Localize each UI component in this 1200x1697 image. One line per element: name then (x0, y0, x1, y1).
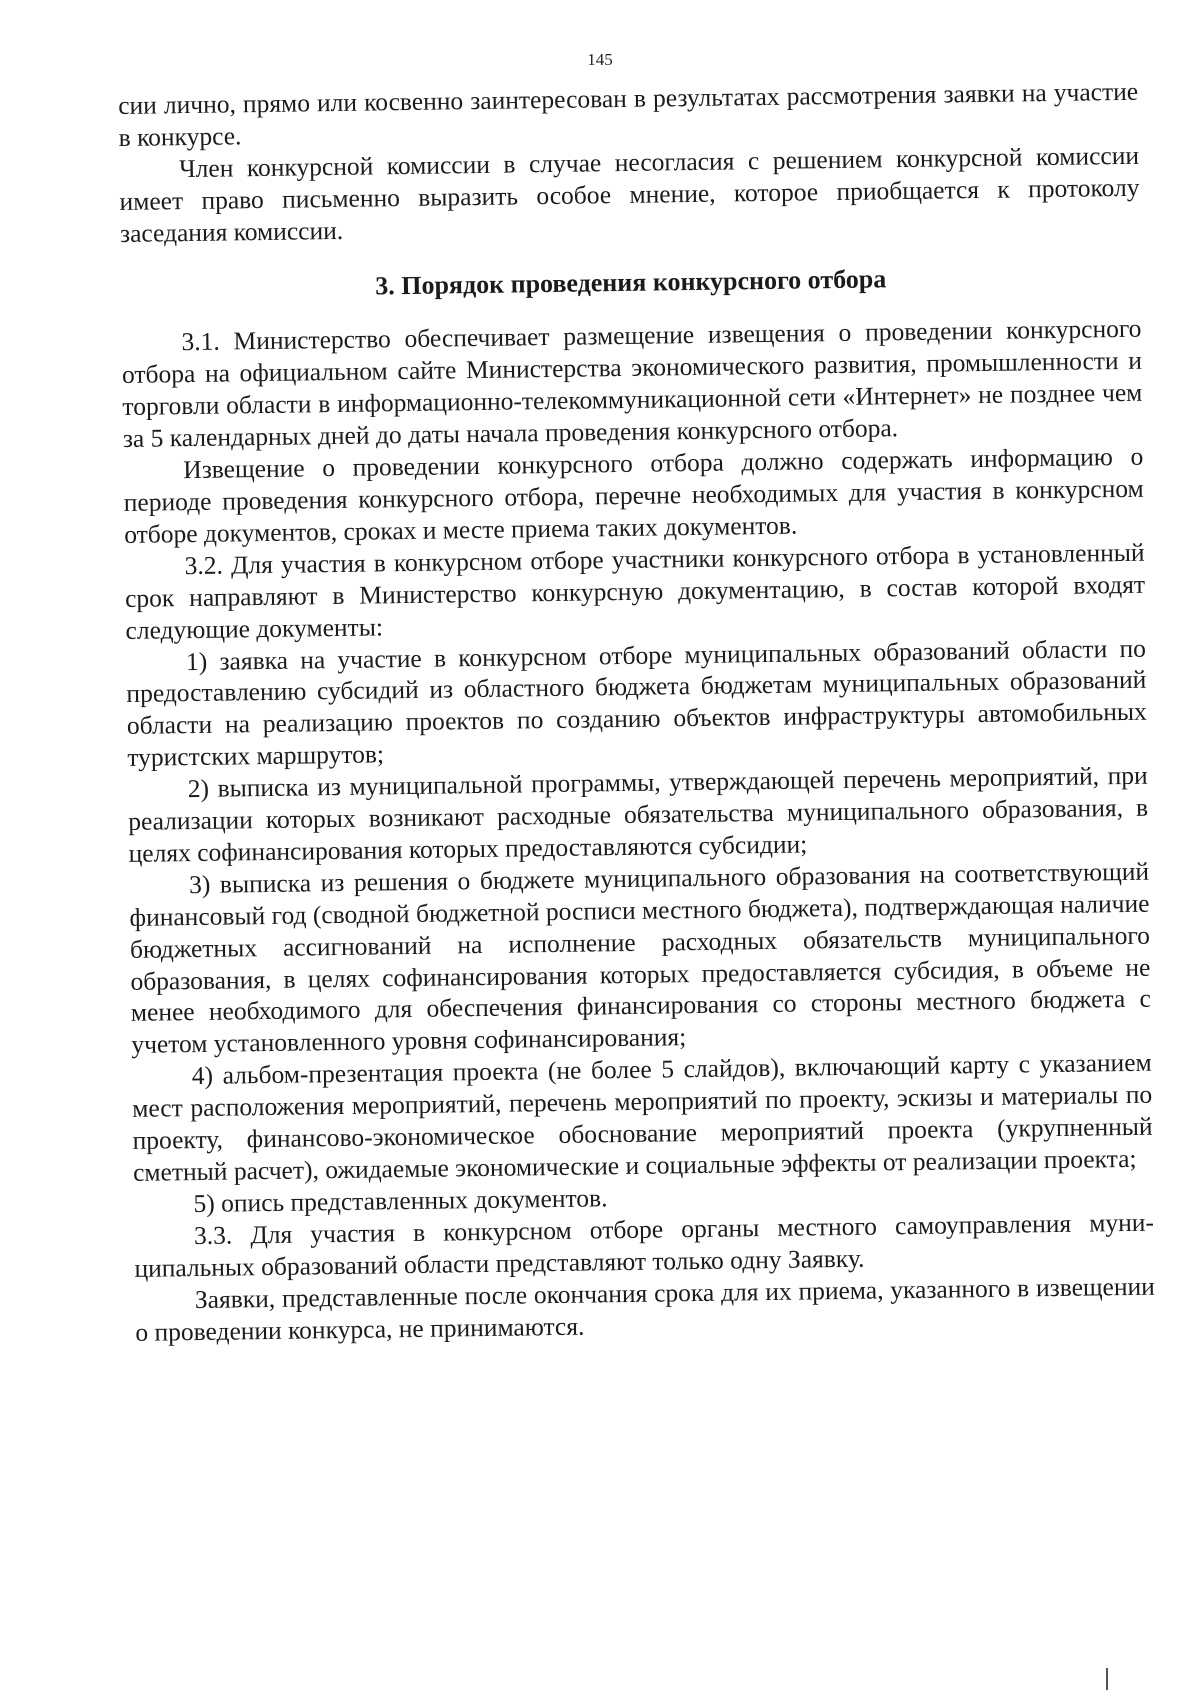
paragraph: Извещение о проведении конкурсного отбора должно содержать информацию о периоде проведения конкурсного отбора, перечне необходимых для участия в конкурсном отборе документов, сроках и месте приема таких документов. (123, 441, 1144, 549)
paragraph: 4) альбом-презентация проекта (не более 5 слайдов), включающий карту с указанием мест расположения мероприятий, перечень мероприятий по проекту, эскизы и материалы по проекту, финансово-экономическое обоснование мероприятий проекта (укрупненный сметный расчет), ожидаемые экономические и социальные эффекты от реализации проекта; (132, 1047, 1153, 1187)
scan-artifact-mark (1106, 1668, 1108, 1690)
section-3-body (121, 313, 1155, 1348)
paragraph: 5) опись представленных документов. (193, 1183, 608, 1218)
paragraph: 3.1. Министерство обеспечивает размещение извещения о проведении конкурсного отбора на официальном сайте Министерства экономического развития, промышленности и торговли области в информационно-телекоммуникационной сети «Интернет» не позднее чем за 5 календарных дней до даты начала проведения конкурсного отбора. (121, 314, 1143, 454)
paragraph: сии лично, прямо или косвенно заинтересован в результатах рассмотрения заявки на участие в конкурсе. (118, 76, 1139, 152)
paragraph: 1) заявка на участие в конкурсном отборе муниципальных образований области по предоставлению субсидий из областного бюджета бюджетам муниципальных образований области на реализацию проектов по созданию объектов инфраструктуры автомобильных туристских маршрутов; (126, 633, 1147, 773)
paragraph: 3) выписка из решения о бюджете муниципального образования на соответствующий финансовый год (сводной бюджетной росписи местного бюджета), подтверждающая наличие бюджетных ассигнований на исполнение расходных обязательств муниципального образования, в целях софинансирования которых предоставляется субсидия, в объеме не менее необходимого для обеспечения финансирования со стороны местного бюджета с учетом установленного уровня софинансирования; (129, 856, 1151, 1060)
paragraph: Заявки, представленные после окончания срока для их приема, указанного в извещении о проведении конкурса, не принимаются. (135, 1271, 1155, 1347)
section-2-tail (118, 76, 1140, 250)
paragraph: 3.2. Для участия в конкурсном отборе участники конкурсного отбора в установленный срок направляют в Министерство конкурсную документацию, в состав которой входят следующие документы: (124, 537, 1146, 645)
document-body (118, 76, 1155, 1349)
page-number: 145 (587, 50, 613, 69)
paragraph: Член конкурсной комиссии в случае несогласия с решением конкурсной комиссии имеет право письменно выразить особое мнение, которое приобщается к протоколу заседания комиссии. (119, 140, 1140, 248)
paragraph: 3.3. Для участия в конкурсном отборе органы местного самоуправления муниципальных образований области представляют только одну Заявку. (134, 1207, 1155, 1283)
paragraph: 2) выписка из муниципальной программы, утверждающей перечень мероприятий, при реализации которых возникают расходные обязательства муниципального образования, в целях софинансирования которых предоставляются субсидии; (128, 760, 1149, 868)
section-heading: 3. Порядок проведения конкурсного отбора (375, 263, 887, 300)
